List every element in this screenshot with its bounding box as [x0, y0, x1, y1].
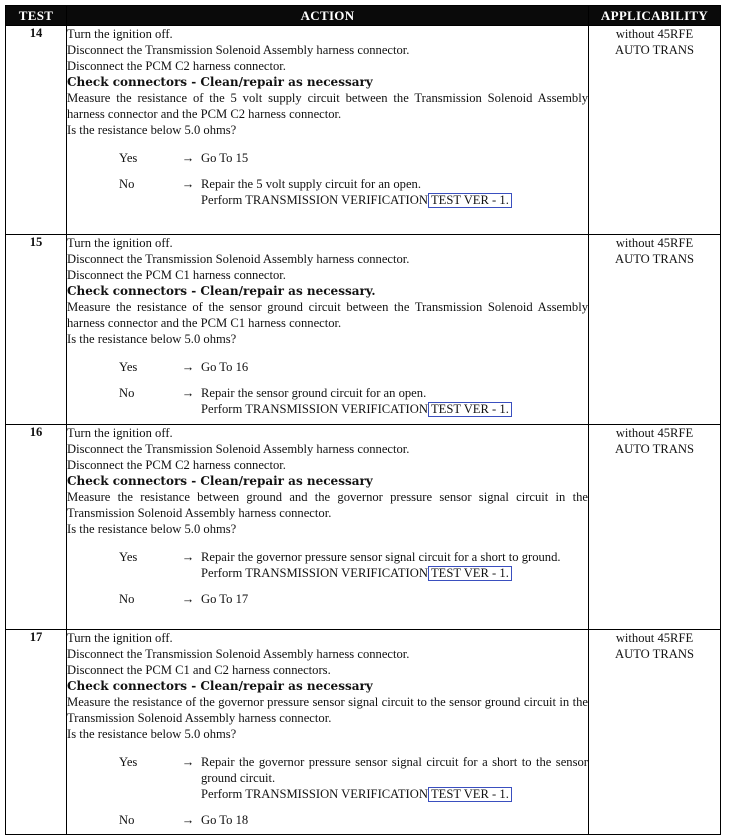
- branch-label: Yes: [119, 755, 138, 769]
- question-text: Is the resistance below 5.0 ohms?: [67, 123, 237, 137]
- step-text: Disconnect the PCM C2 harness connector.: [67, 59, 286, 73]
- step-text: Disconnect the Transmission Solenoid Assembly harness connector.: [67, 442, 410, 456]
- branch-label: Yes: [119, 151, 138, 165]
- branch-yes: [67, 549, 588, 581]
- branch-no: [67, 812, 588, 828]
- branch-text: Go To 18: [201, 813, 249, 827]
- verification-text: Perform TRANSMISSION VERIFICATION: [201, 787, 428, 801]
- step-text: Disconnect the PCM C2 harness connector.: [67, 458, 286, 472]
- branch-list: [67, 359, 588, 417]
- check-heading: Check connectors - Clean/repair as necessary: [67, 679, 373, 693]
- arrow-icon: →: [181, 386, 195, 400]
- applicability-line: AUTO TRANS: [615, 442, 694, 456]
- test-ver-link[interactable]: TEST VER - 1.: [428, 193, 512, 208]
- measure-text: Measure the resistance of the 5 volt supply circuit between the Transmission Solenoid Assembly harness connector and the PCM C2 harness connector.: [67, 91, 588, 121]
- branch-text: Repair the governor pressure sensor signal circuit for a short to ground.: [201, 550, 561, 564]
- check-heading: Check connectors - Clean/repair as necessary.: [67, 284, 376, 298]
- test-number: 16: [6, 425, 67, 630]
- applicability-line: AUTO TRANS: [615, 647, 694, 661]
- test-ver-link[interactable]: TEST VER - 1.: [428, 402, 512, 417]
- action-cell: [67, 630, 589, 835]
- branch-list: [67, 754, 588, 828]
- step-text: Disconnect the Transmission Solenoid Assembly harness connector.: [67, 252, 410, 266]
- action-cell: [67, 235, 589, 425]
- branch-label: Yes: [119, 360, 138, 374]
- test-number: 14: [6, 26, 67, 235]
- applicability-line: without 45RFE: [615, 27, 694, 41]
- branch-list: [67, 150, 588, 208]
- step-text: Turn the ignition off.: [67, 236, 173, 250]
- action-cell: [67, 425, 589, 630]
- applicability-line: without 45RFE: [615, 426, 694, 440]
- branch-text: Repair the sensor ground circuit for an open.: [201, 386, 427, 400]
- branch-text: Go To 16: [201, 360, 249, 374]
- question-text: Is the resistance below 5.0 ohms?: [67, 332, 237, 346]
- arrow-icon: →: [181, 151, 195, 165]
- step-text: Turn the ignition off.: [67, 631, 173, 645]
- diagnostic-table: [5, 5, 721, 835]
- measure-text: Measure the resistance between ground and the governor pressure sensor signal circuit in the Transmission Solenoid Assembly harness connector.: [67, 490, 588, 520]
- question-text: Is the resistance below 5.0 ohms?: [67, 727, 237, 741]
- arrow-icon: →: [181, 177, 195, 191]
- branch-yes: [67, 150, 588, 166]
- applicability-cell: [589, 425, 721, 630]
- branch-yes: [67, 754, 588, 802]
- test-ver-link[interactable]: TEST VER - 1.: [428, 787, 512, 802]
- step-text: Disconnect the PCM C1 and C2 harness connectors.: [67, 663, 331, 677]
- step-text: Turn the ignition off.: [67, 27, 173, 41]
- arrow-icon: →: [181, 550, 195, 564]
- verification-line: [201, 401, 588, 417]
- branch-label: No: [119, 813, 135, 827]
- branch-no: [67, 591, 588, 607]
- applicability-cell: [589, 235, 721, 425]
- arrow-icon: →: [181, 592, 195, 606]
- branch-no: [67, 176, 588, 208]
- branch-text: Go To 15: [201, 151, 249, 165]
- branch-list: [67, 549, 588, 607]
- branch-label: No: [119, 177, 135, 191]
- verification-line: [201, 565, 588, 581]
- branch-text: Repair the governor pressure sensor signal circuit for a short to the sensor ground circuit.: [201, 755, 588, 785]
- applicability-line: AUTO TRANS: [615, 43, 694, 57]
- test-row-14: [6, 26, 721, 235]
- applicability-line: without 45RFE: [615, 236, 694, 250]
- step-text: Disconnect the Transmission Solenoid Assembly harness connector.: [67, 43, 410, 57]
- applicability-cell: [589, 630, 721, 835]
- step-text: Turn the ignition off.: [67, 426, 173, 440]
- applicability-line: AUTO TRANS: [615, 252, 694, 266]
- branch-text-block: [201, 176, 588, 208]
- branch-text-block: [201, 385, 588, 417]
- step-text: Disconnect the PCM C1 harness connector.: [67, 268, 286, 282]
- applicability-cell: [589, 26, 721, 235]
- test-ver-link[interactable]: TEST VER - 1.: [428, 566, 512, 581]
- verification-text: Perform TRANSMISSION VERIFICATION: [201, 402, 428, 416]
- test-row-17: [6, 630, 721, 835]
- step-text: Disconnect the Transmission Solenoid Assembly harness connector.: [67, 647, 410, 661]
- branch-yes: [67, 359, 588, 375]
- branch-label: No: [119, 386, 135, 400]
- measure-text: Measure the resistance of the governor pressure sensor signal circuit to the sensor ground circuit in the Transmission Solenoid Assembly harness connector.: [67, 695, 588, 725]
- check-heading: Check connectors - Clean/repair as necessary: [67, 474, 373, 488]
- branch-text-block: [201, 754, 588, 802]
- check-heading: Check connectors - Clean/repair as necessary: [67, 75, 373, 89]
- branch-text: Repair the 5 volt supply circuit for an open.: [201, 177, 421, 191]
- verification-text: Perform TRANSMISSION VERIFICATION: [201, 193, 428, 207]
- branch-label: No: [119, 592, 135, 606]
- test-row-15: [6, 235, 721, 425]
- arrow-icon: →: [181, 360, 195, 374]
- applicability-line: without 45RFE: [615, 631, 694, 645]
- test-number: 17: [6, 630, 67, 835]
- verification-line: [201, 786, 588, 802]
- table-header-row: [6, 6, 721, 26]
- branch-text-block: [201, 549, 588, 581]
- measure-text: Measure the resistance of the sensor ground circuit between the Transmission Solenoid Assembly harness connector and the PCM C1 harness connector.: [67, 300, 588, 330]
- arrow-icon: →: [181, 755, 195, 769]
- arrow-icon: →: [181, 813, 195, 827]
- branch-no: [67, 385, 588, 417]
- question-text: Is the resistance below 5.0 ohms?: [67, 522, 237, 536]
- header-action: ACTION: [67, 6, 589, 26]
- test-row-16: [6, 425, 721, 630]
- verification-line: [201, 192, 588, 208]
- header-applicability: APPLICABILITY: [589, 6, 721, 26]
- verification-text: Perform TRANSMISSION VERIFICATION: [201, 566, 428, 580]
- test-number: 15: [6, 235, 67, 425]
- branch-text: Go To 17: [201, 592, 249, 606]
- branch-label: Yes: [119, 550, 138, 564]
- header-test: TEST: [6, 6, 67, 26]
- action-cell: [67, 26, 589, 235]
